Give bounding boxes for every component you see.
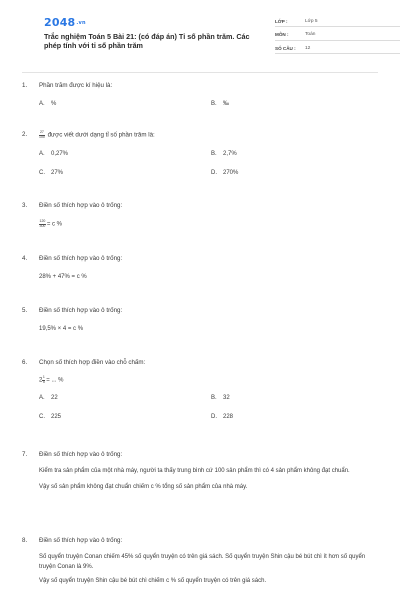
question-number: 5.: [22, 307, 28, 314]
option-label: C.: [39, 170, 45, 177]
page-title: Trắc nghiệm Toán 5 Bài 21: (có đáp án) Tỉ số phần trăm. Các phép tính với tỉ số phần trăm: [44, 32, 250, 51]
question-text: được viết dưới dạng tỉ số phần trăm là:: [47, 131, 155, 139]
option-b[interactable]: [211, 101, 229, 107]
meta-value: 12: [305, 45, 311, 51]
meta-row-grade: [275, 16, 400, 27]
question-number: 6.: [22, 359, 28, 366]
question-number: 7.: [22, 451, 28, 458]
option-value: 2,7%: [223, 151, 237, 158]
question-text: Điền số thích hợp vào ô trống:: [39, 255, 123, 262]
question-7: [22, 451, 378, 492]
option-label: A.: [39, 101, 45, 107]
question-text: Phần trăm được kí hiệu là:: [39, 82, 113, 89]
question-6: [22, 359, 378, 424]
fraction-denominator: 5: [42, 379, 45, 384]
option-value: 225: [51, 414, 62, 421]
option-a[interactable]: [39, 101, 56, 107]
fraction: [39, 131, 45, 139]
fraction-denominator: 100: [39, 134, 45, 139]
fraction: [42, 376, 45, 384]
question-5: [22, 307, 378, 332]
question-4: [22, 255, 378, 280]
meta-value: Toán: [305, 32, 316, 37]
question-paragraph: Số quyển truyện Conan chiếm 45% số quyển truyện có trên giá sách. Số quyển truyện Shin cậu bé bút chì ít hơn số quyển truyện Conan là 9%.: [39, 554, 366, 570]
question-number: 3.: [22, 202, 28, 209]
question-text: Chọn số thích hợp điền vào chỗ chấm:: [39, 359, 146, 366]
header-divider: [22, 72, 378, 73]
logo-text: 2048: [44, 16, 76, 29]
meta-row-count: [275, 43, 400, 54]
question-1: [22, 82, 378, 111]
meta-key: SỐ CÂU :: [275, 45, 296, 51]
answer-text: = c %: [46, 221, 63, 228]
fraction-denominator: 300: [39, 223, 46, 228]
answer-line[interactable]: [39, 220, 378, 228]
fraction-numerator: 1: [42, 375, 45, 379]
option-value: ‰: [223, 101, 229, 107]
question-paragraph[interactable]: Vậy số sản phẩm không đạt chuẩn chiếm c % tổng số sản phẩm của nhà máy.: [39, 484, 248, 490]
question-3: [22, 202, 378, 228]
option-d[interactable]: [211, 170, 238, 176]
question-paragraph[interactable]: Vậy số quyển truyện Shin cậu bé bút chì chiếm c % số quyển truyện có trên giá sách.: [39, 578, 267, 584]
option-value: 32: [223, 395, 230, 402]
option-label: A.: [39, 151, 45, 158]
option-label: B.: [211, 395, 217, 402]
question-number: 2.: [22, 131, 28, 138]
option-value: 0,27%: [51, 151, 69, 158]
option-a[interactable]: [39, 395, 58, 401]
fraction-numerator: 27: [39, 130, 44, 134]
fraction: [39, 220, 46, 228]
option-value: 27%: [51, 170, 64, 177]
site-logo[interactable]: [44, 16, 86, 29]
question-number: 8.: [22, 537, 28, 544]
option-b[interactable]: [211, 395, 230, 401]
option-label: B.: [211, 151, 217, 158]
meta-info: [275, 16, 400, 57]
question-8: [22, 537, 378, 586]
option-label: D.: [211, 170, 217, 177]
question-number: 1.: [22, 82, 28, 89]
fraction-numerator: 120: [39, 219, 46, 223]
question-2: [22, 131, 378, 180]
question-text: Điền số thích hợp vào ô trống:: [39, 307, 123, 314]
option-value: 228: [223, 414, 234, 421]
option-b[interactable]: [211, 151, 237, 157]
question-paragraph: Kiểm tra sản phẩm của một nhà máy, người ta thấy trung bình cứ 100 sản phẩm thì có 4 sản phẩm không đạt chuẩn.: [39, 468, 350, 474]
question-text: Điền số thích hợp vào ô trống:: [39, 202, 123, 209]
logo-suffix: .vn: [76, 20, 86, 26]
answer-line[interactable]: [39, 376, 378, 384]
answer-text: = ... %: [46, 377, 64, 384]
option-value: 270%: [223, 170, 239, 177]
answer-line[interactable]: 28% + 47% = c %: [39, 274, 87, 280]
header: [22, 0, 378, 68]
option-label: B.: [211, 101, 217, 107]
option-value: %: [51, 101, 57, 107]
answer-line[interactable]: 19,5% × 4 = c %: [39, 326, 84, 332]
question-text: Điền số thích hợp vào ô trống:: [39, 451, 123, 458]
question-text: Điền số thích hợp vào ô trống:: [39, 537, 123, 544]
meta-key: LỚP :: [275, 18, 288, 24]
meta-row-subject: [275, 30, 400, 41]
option-label: A.: [39, 395, 45, 402]
mixed-number-whole: 2: [39, 377, 43, 384]
meta-value: Lớp 5: [305, 18, 318, 24]
option-value: 22: [51, 395, 58, 402]
meta-key: MÔN :: [275, 32, 289, 37]
option-a[interactable]: [39, 151, 68, 157]
option-c[interactable]: [39, 170, 63, 176]
option-label: D.: [211, 414, 217, 421]
question-number: 4.: [22, 255, 28, 262]
option-d[interactable]: [211, 414, 233, 420]
option-label: C.: [39, 414, 45, 421]
option-c[interactable]: [39, 414, 61, 420]
